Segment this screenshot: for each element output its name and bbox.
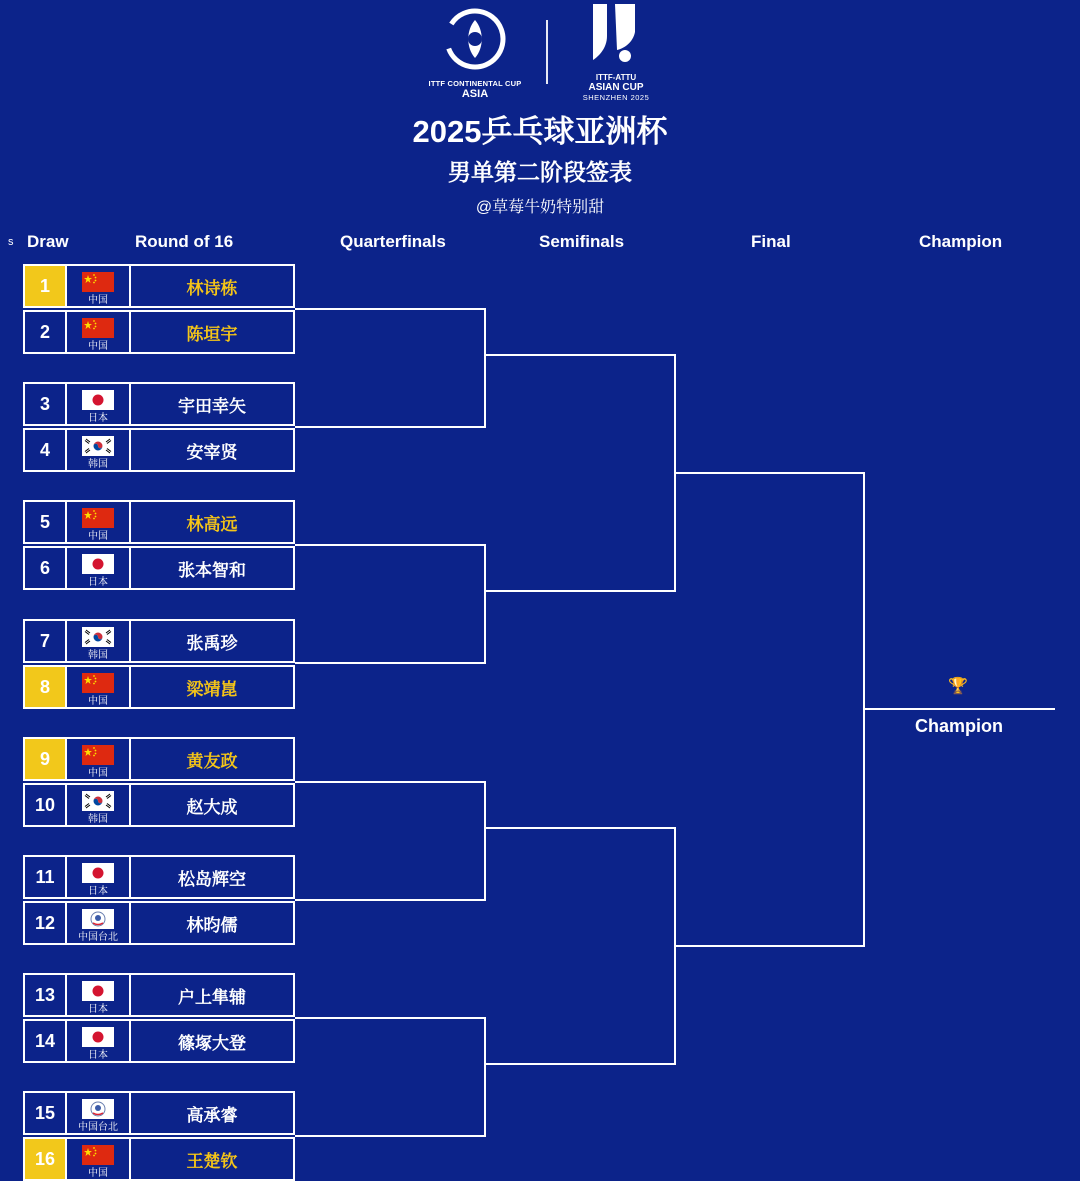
country-cell — [67, 546, 131, 590]
player-row — [23, 428, 295, 472]
flag-china-icon — [82, 673, 114, 693]
country-cell — [67, 901, 131, 945]
flag-korea-icon — [82, 791, 114, 811]
player-row — [23, 382, 295, 426]
player-name: 梁靖崑 — [131, 665, 295, 709]
country-name: 中国台北 — [78, 932, 118, 943]
player-name: 赵大成 — [131, 783, 295, 827]
flag-korea-icon — [82, 627, 114, 647]
player-row — [23, 1091, 295, 1135]
player-name: 林高远 — [131, 500, 295, 544]
player-name: 松岛辉空 — [131, 855, 295, 899]
flag-chinese-taipei-icon — [82, 1099, 114, 1119]
country-cell — [67, 1091, 131, 1135]
player-name: 张禹珍 — [131, 619, 295, 663]
country-name: 韩国 — [88, 814, 108, 825]
country-cell — [67, 665, 131, 709]
player-name: 户上隼辅 — [131, 973, 295, 1017]
country-cell — [67, 428, 131, 472]
flag-japan-icon — [82, 981, 114, 1001]
seed-number: 8 — [23, 665, 67, 709]
country-name: 日本 — [88, 1050, 108, 1061]
flag-japan-icon — [82, 390, 114, 410]
country-name: 中国 — [88, 531, 108, 542]
player-row — [23, 737, 295, 781]
seed-number: 6 — [23, 546, 67, 590]
player-name: 安宰贤 — [131, 428, 295, 472]
player-row — [23, 264, 295, 308]
player-name: 篠塚大登 — [131, 1019, 295, 1063]
player-row — [23, 546, 295, 590]
header-semifinals: Semifinals — [539, 232, 625, 251]
player-row — [23, 783, 295, 827]
player-row — [23, 973, 295, 1017]
flag-korea-icon — [82, 436, 114, 456]
player-row — [23, 855, 295, 899]
seed-number: 3 — [23, 382, 67, 426]
country-cell — [67, 264, 131, 308]
country-cell — [67, 500, 131, 544]
header-final: Final — [751, 232, 791, 251]
flag-china-icon — [82, 272, 114, 292]
country-cell — [67, 973, 131, 1017]
flag-china-icon — [82, 745, 114, 765]
flag-china-icon — [82, 1145, 114, 1165]
author-handle: @草莓牛奶特别甜 — [475, 199, 605, 216]
country-name: 中国 — [88, 341, 108, 352]
right-logo-line3: SHENZHEN 2025 — [582, 93, 650, 102]
flag-chinese-taipei-icon — [82, 909, 114, 929]
country-name: 韩国 — [88, 650, 108, 661]
player-row — [23, 500, 295, 544]
player-name: 陈垣宇 — [131, 310, 295, 354]
country-name: 日本 — [88, 577, 108, 588]
page-subtitle: 男单第二阶段签表 — [448, 159, 632, 185]
player-row — [23, 1019, 295, 1063]
player-row — [23, 901, 295, 945]
header-draw: Draw — [27, 232, 69, 251]
seed-number: 11 — [23, 855, 67, 899]
country-name: 中国台北 — [78, 1122, 118, 1133]
player-name: 宇田幸矢 — [131, 382, 295, 426]
seed-number: 7 — [23, 619, 67, 663]
country-cell — [67, 310, 131, 354]
player-row — [23, 1137, 295, 1181]
player-name: 林昀儒 — [131, 901, 295, 945]
country-name: 日本 — [88, 413, 108, 424]
country-cell — [67, 737, 131, 781]
country-name: 日本 — [88, 1004, 108, 1015]
player-name: 高承睿 — [131, 1091, 295, 1135]
country-cell — [67, 619, 131, 663]
seed-number: 5 — [23, 500, 67, 544]
player-name: 黄友政 — [131, 737, 295, 781]
country-name: 中国 — [88, 696, 108, 707]
page-title: 2025乒乓球亚洲杯 — [412, 114, 668, 149]
flag-china-icon — [82, 318, 114, 338]
trophy-icon: 🏆 — [948, 678, 968, 695]
country-cell — [67, 382, 131, 426]
country-cell — [67, 1019, 131, 1063]
right-logo-line2: ASIAN CUP — [588, 82, 644, 93]
seed-number: 4 — [23, 428, 67, 472]
seed-number: 12 — [23, 901, 67, 945]
country-name: 日本 — [88, 886, 108, 897]
header-champion: Champion — [919, 232, 1003, 251]
right-logo-line1: ITTF-ATTU — [595, 73, 637, 82]
left-logo-line1: ITTF CONTINENTAL CUP — [428, 79, 522, 88]
player-name: 林诗栋 — [131, 264, 295, 308]
seed-number: 16 — [23, 1137, 67, 1181]
country-name: 中国 — [88, 768, 108, 779]
player-name: 王楚钦 — [131, 1137, 295, 1181]
flag-japan-icon — [82, 863, 114, 883]
country-cell — [67, 1137, 131, 1181]
header-edge-fragment: s — [8, 236, 14, 248]
player-row — [23, 310, 295, 354]
country-cell — [67, 855, 131, 899]
seed-number: 13 — [23, 973, 67, 1017]
flag-japan-icon — [82, 554, 114, 574]
player-row — [23, 619, 295, 663]
seed-number: 10 — [23, 783, 67, 827]
seed-number: 9 — [23, 737, 67, 781]
country-cell — [67, 783, 131, 827]
seed-number: 2 — [23, 310, 67, 354]
seed-number: 14 — [23, 1019, 67, 1063]
header-round-of-16: Round of 16 — [135, 232, 234, 251]
player-row — [23, 665, 295, 709]
country-name: 韩国 — [88, 459, 108, 470]
champion-label: Champion — [915, 716, 1003, 736]
header-quarterfinals: Quarterfinals — [340, 232, 446, 251]
left-logo-line2: ASIA — [461, 88, 489, 100]
flag-japan-icon — [82, 1027, 114, 1047]
player-name: 张本智和 — [131, 546, 295, 590]
seed-number: 15 — [23, 1091, 67, 1135]
country-name: 中国 — [88, 295, 108, 306]
country-name: 中国 — [88, 1168, 108, 1179]
seed-number: 1 — [23, 264, 67, 308]
flag-china-icon — [82, 508, 114, 528]
